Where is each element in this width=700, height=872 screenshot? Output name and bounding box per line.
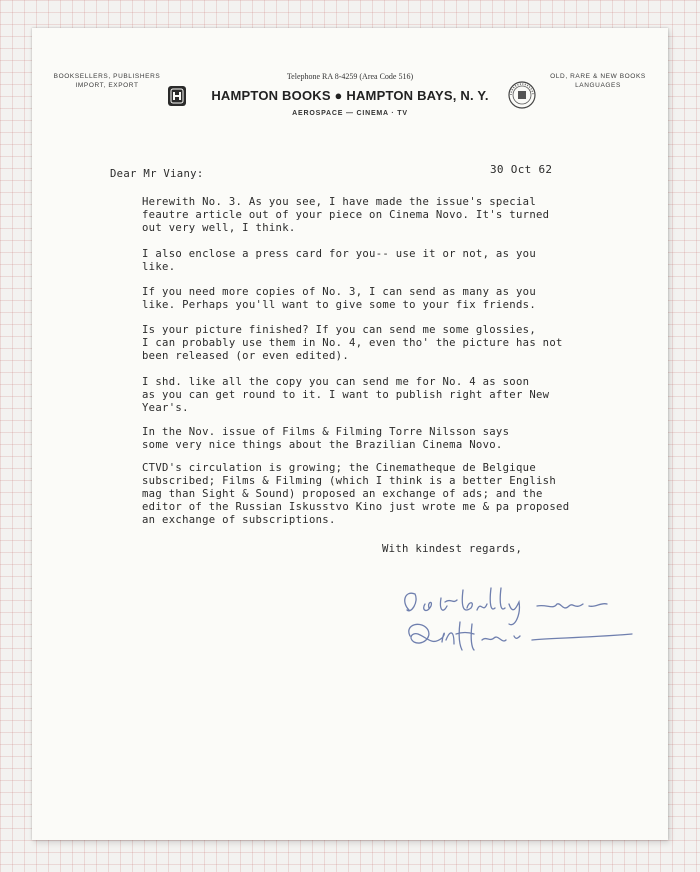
letterhead-right-line1: OLD, RARE & NEW BOOKS (550, 73, 646, 80)
letter-page (32, 28, 668, 840)
letter-date: 30 Oct 62 (490, 163, 553, 176)
paragraph-6: In the Nov. issue of Films & Filming Torre Nilsson says some very nice things about the Brazilian Cinema Novo. (142, 426, 510, 451)
letterhead-telephone: Telephone RA 8-4259 (Area Code 516) (286, 72, 414, 81)
paragraph-1: Herewith No. 3. As you see, I have made the issue's special feautre article out of your piece on Cinema Novo. It's turned out very well, I think. (142, 196, 550, 234)
paragraph-2: I also enclose a press card for you-- use it or not, as you like. (142, 248, 536, 273)
paragraph-5: I shd. like all the copy you can send me for No. 4 as soon as you can get round to it. I want to publish right after New Year's. (142, 376, 550, 414)
letterhead-company-name: HAMPTON BOOKS ● HAMPTON BAYS, N. Y. (211, 88, 489, 103)
handwritten-name-signature (402, 616, 642, 662)
letterhead-left-line1: BOOKSELLERS, PUBLISHERS (53, 73, 161, 80)
paragraph-7: CTVD's circulation is growing; the Cinematheque de Belgique subscribed; Films & Filming (which I think is a better English mag than Sight & Sound) proposed an exchange of ads; and the editor of the Russian Iskusstvo Kino just wrote me & pa proposed an exchange of subscriptions. (142, 462, 570, 526)
paragraph-3: If you need more copies of No. 3, I can send as many as you like. Perhaps you'll want to give some to your fix friends. (142, 286, 536, 311)
letterhead-right-line2: LANGUAGES (575, 82, 621, 89)
round-seal-icon (507, 80, 537, 110)
closing: With kindest regards, (382, 543, 523, 555)
letterhead-subjects: AEROSPACE — CINEMA · TV (292, 110, 408, 117)
letterhead-left-line2: IMPORT, EXPORT (75, 82, 139, 89)
paragraph-4: Is your picture finished? If you can send me some glossies, I can probably use them in No. 4, even tho' the picture has not been released (or even edited). (142, 324, 563, 362)
letterhead-right (538, 72, 658, 90)
salutation: Dear Mr Viany: (110, 168, 204, 180)
